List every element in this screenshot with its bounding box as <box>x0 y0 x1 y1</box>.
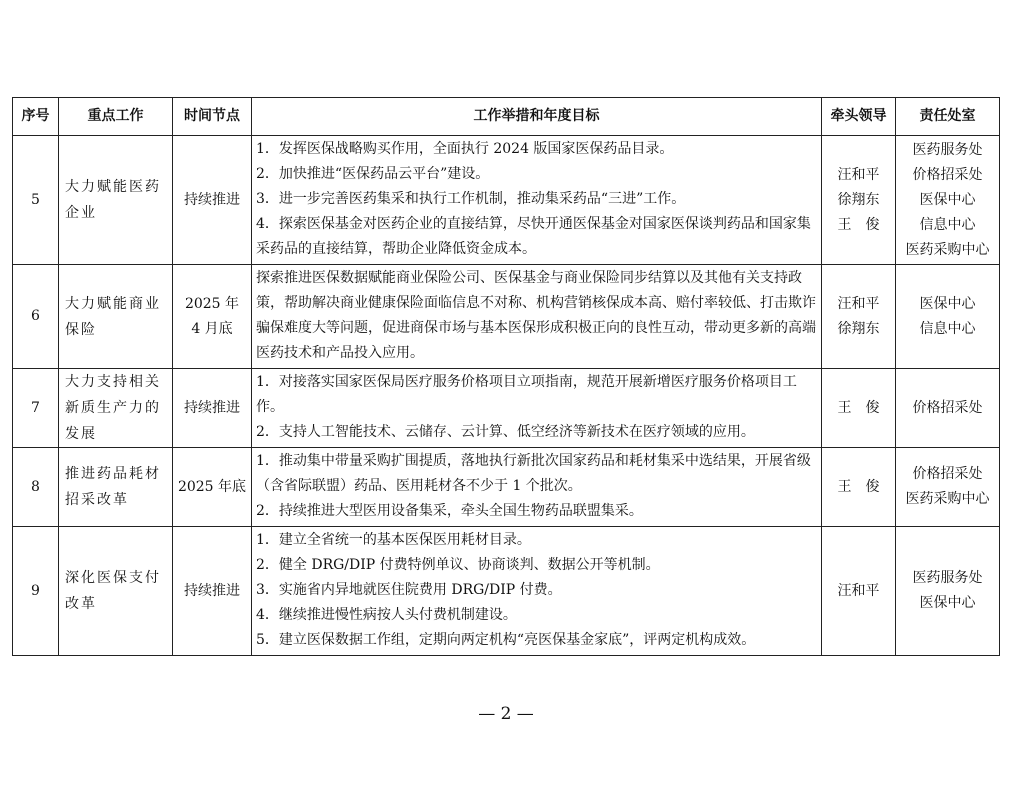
row-num: 9 <box>13 527 59 656</box>
measure-item: 3．进一步完善医药集采和执行工作机制，推动集采药品“三进”工作。 <box>256 191 686 207</box>
measure-item: 1．对接落实国家医保局医疗服务价格项目立项指南，规范开展新增医疗服务价格项目工作。 <box>256 374 797 415</box>
row-lead <box>822 136 896 265</box>
row-num: 8 <box>13 448 59 527</box>
time-line: 持续推进 <box>184 582 240 599</box>
measure-item: 2．支持人工智能技术、云储存、云计算、低空经济等新技术在医疗领域的应用。 <box>256 424 755 440</box>
lead-name: 王 俊 <box>837 478 880 495</box>
header-work: 重点工作 <box>59 98 173 136</box>
row-work: 大力支持相关新质生产力的发展 <box>59 369 173 448</box>
lead-name: 徐翔东 <box>837 320 880 337</box>
row-work: 深化医保支付改革 <box>59 527 173 656</box>
measure-item: 4．探索医保基金对医药企业的直接结算，尽快开通医保基金对国家医保谈判药品和国家集采药品的直接结算，帮助企业降低资金成本。 <box>256 216 811 257</box>
row-dept <box>896 448 1000 527</box>
row-time <box>173 265 252 369</box>
row-measures <box>252 369 822 448</box>
lead-name: 王 俊 <box>837 216 880 233</box>
dept-name: 医保中心 <box>919 295 976 312</box>
lead-name: 王 俊 <box>837 399 880 416</box>
dept-name: 医保中心 <box>919 191 976 208</box>
lead-name: 汪和平 <box>837 166 880 183</box>
measure-item: 2．加快推进“医保药品云平台”建设。 <box>256 166 490 182</box>
time-line: 2025 年底 <box>177 478 247 495</box>
dept-name: 医药采购中心 <box>905 491 990 507</box>
row-time <box>173 369 252 448</box>
measure-item: 1．推动集中带量采购扩围提质，落地执行新批次国家药品和耗材集采中选结果，开展省级（含省际联盟）药品、医用耗材各不少于 1 个批次。 <box>256 453 811 494</box>
row-num: 7 <box>13 369 59 448</box>
time-line: 4 月底 <box>191 320 233 337</box>
time-line: 2025 年 <box>184 295 240 312</box>
measure-item: 2．健全 DRG/DIP 付费特例单议、协商谈判、数据公开等机制。 <box>256 557 660 573</box>
row-num: 6 <box>13 265 59 369</box>
row-time <box>173 136 252 265</box>
dept-name: 医保中心 <box>919 595 976 611</box>
lead-name: 汪和平 <box>837 582 880 599</box>
table-row <box>13 527 1000 656</box>
header-num: 序号 <box>13 98 59 136</box>
table-row <box>13 448 1000 527</box>
row-work: 大力赋能商业保险 <box>59 265 173 369</box>
measure-item: 3．实施省内异地就医住院费用 DRG/DIP 付费。 <box>256 582 562 598</box>
header-lead: 牵头领导 <box>822 98 896 136</box>
dept-name: 医药服务处 <box>912 570 983 586</box>
header-measures: 工作举措和年度目标 <box>252 98 822 136</box>
page-number: — 2 — <box>478 704 534 724</box>
key-work-table <box>12 97 1000 656</box>
header-row <box>13 98 1000 136</box>
row-dept <box>896 369 1000 448</box>
header-time: 时间节点 <box>173 98 252 136</box>
dept-name: 价格招采处 <box>912 166 983 183</box>
row-measures <box>252 448 822 527</box>
measure-item: 2．持续推进大型医用设备集采，牵头全国生物药品联盟集采。 <box>256 503 643 519</box>
lead-name: 汪和平 <box>837 295 880 312</box>
row-dept <box>896 136 1000 265</box>
row-time <box>173 527 252 656</box>
measure-item: 5．建立医保数据工作组，定期向两定机构“亮医保基金家底”，评两定机构成效。 <box>256 632 756 648</box>
dept-name: 医药服务处 <box>912 141 983 158</box>
time-line: 持续推进 <box>184 399 240 416</box>
table-row <box>13 369 1000 448</box>
row-measures <box>252 136 822 265</box>
row-time <box>173 448 252 527</box>
lead-name: 徐翔东 <box>837 191 880 208</box>
dept-name: 医药采购中心 <box>905 241 990 258</box>
measure-item: 探索推进医保数据赋能商业保险公司、医保基金与商业保险同步结算以及其他有关支持政策，帮助解决商业健康保险面临信息不对称、机构营销核保成本高、赔付率较低、打击欺诈骗保难度大等问题，促进商保市场与基本医保形成积极正向的良性互动，带动更多新的高端医药技术和产品投入应用。 <box>256 270 816 361</box>
row-work: 推进药品耗材招采改革 <box>59 448 173 527</box>
row-work: 大力赋能医药企业 <box>59 136 173 265</box>
row-measures <box>252 527 822 656</box>
row-measures <box>252 265 822 369</box>
row-dept <box>896 265 1000 369</box>
dept-name: 价格招采处 <box>912 466 983 482</box>
row-num: 5 <box>13 136 59 265</box>
measure-item: 1．发挥医保战略购买作用，全面执行 2024 版国家医保药品目录。 <box>256 141 674 157</box>
row-dept <box>896 527 1000 656</box>
header-dept: 责任处室 <box>896 98 1000 136</box>
row-lead <box>822 448 896 527</box>
row-lead <box>822 369 896 448</box>
table-row <box>13 265 1000 369</box>
time-line: 持续推进 <box>184 191 240 208</box>
dept-name: 价格招采处 <box>912 399 983 416</box>
measure-item: 1．建立全省统一的基本医保医用耗材目录。 <box>256 532 531 548</box>
table-row <box>13 136 1000 265</box>
dept-name: 信息中心 <box>919 216 976 233</box>
dept-name: 信息中心 <box>919 320 976 337</box>
measure-item: 4．继续推进慢性病按人头付费机制建设。 <box>256 607 517 623</box>
row-lead <box>822 265 896 369</box>
row-lead <box>822 527 896 656</box>
